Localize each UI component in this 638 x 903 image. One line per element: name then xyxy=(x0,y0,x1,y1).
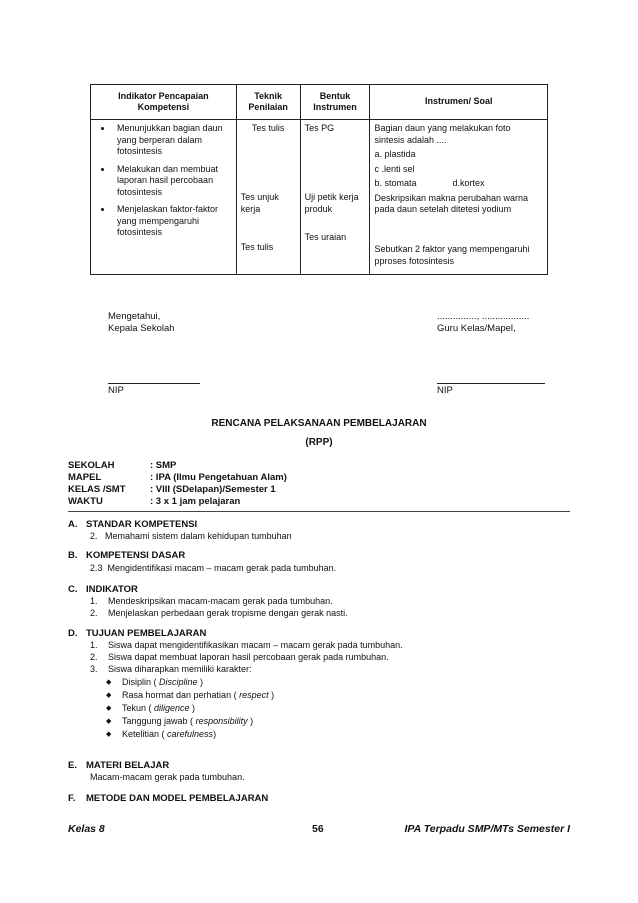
bullet-icon: ◆ xyxy=(106,705,112,712)
header-teknik: Teknik Penilaian xyxy=(236,85,300,120)
karakter-item: ◆ Disiplin ( Discipline ) xyxy=(106,677,204,687)
info-value: : IPA (Ilmu Pengetahuan Alam) xyxy=(150,472,287,483)
bullet-icon: ◆ xyxy=(106,679,112,686)
section-b-heading xyxy=(68,550,185,561)
info-label: SEKOLAH xyxy=(68,460,115,471)
teknik-cell xyxy=(236,120,300,275)
bullet-icon: ◆ xyxy=(106,731,112,738)
section-letter: B. xyxy=(68,550,78,561)
soal-question-1: Bagian daun yang melakukan foto sintesis adalah .... xyxy=(374,123,511,145)
section-title: TUJUAN PEMBELAJARAN xyxy=(86,628,207,639)
header-soal: Instrumen/ Soal xyxy=(370,85,548,120)
signature-left-nip: NIP xyxy=(108,385,124,396)
list-item xyxy=(90,664,252,674)
bentuk-cell xyxy=(300,120,370,275)
section-letter: D. xyxy=(68,628,78,639)
signature-right-nip: NIP xyxy=(437,385,453,396)
info-row-kelas xyxy=(68,484,276,495)
list-item xyxy=(90,596,333,606)
indikator-item: • Menjelaskan faktor-faktor yang mempengaruhi fotosintesis xyxy=(113,204,232,239)
footer-subject: IPA Terpadu SMP/MTs Semester I xyxy=(404,823,570,835)
karakter-item: ◆ Rasa hormat dan perhatian ( respect ) xyxy=(106,690,275,700)
karakter-item: ◆ Tanggung jawab ( responsibility ) xyxy=(106,716,254,726)
section-letter: A. xyxy=(68,519,78,530)
section-d-heading xyxy=(68,628,206,639)
info-row-waktu xyxy=(68,496,240,507)
soal-question-2: Deskripsikan makna perubahan warna pada daun setelah ditetesi yodium xyxy=(374,192,529,214)
info-value: : VIII (SDelapan)/Semester 1 xyxy=(150,484,276,495)
section-title: METODE DAN MODEL PEMBELAJARAN xyxy=(86,793,269,804)
section-a-item: 2. Memahami sistem dalam kehidupan tumbuhan xyxy=(90,531,292,541)
section-title: INDIKATOR xyxy=(86,584,138,595)
page-subtitle: (RPP) xyxy=(305,437,333,448)
item-number: 2. xyxy=(90,608,98,618)
section-e-heading xyxy=(68,760,169,771)
page-title: RENCANA PELAKSANAAN PEMBELAJARAN xyxy=(211,418,427,429)
list-item xyxy=(90,608,348,618)
item-number: 1. xyxy=(90,596,98,606)
indikator-item: • Melakukan dan membuat laporan hasil percobaan fotosintesis xyxy=(113,164,232,199)
soal-option-a: a. plastida xyxy=(374,149,416,159)
info-value: : 3 x 1 jam pelajaran xyxy=(150,496,241,507)
table-header-row xyxy=(91,85,548,120)
section-letter: E. xyxy=(68,760,77,771)
header-bentuk: Bentuk Instrumen xyxy=(300,85,370,120)
soal-option-b: b. stomata xyxy=(374,178,417,188)
signature-right-line2: Guru Kelas/Mapel, xyxy=(437,323,516,334)
item-text: Siswa dapat membuat laporan hasil percobaan gerak pada rumbuhan. xyxy=(108,652,389,662)
signature-right-line1: ..............., .................. xyxy=(437,311,530,322)
section-letter: C. xyxy=(68,584,78,595)
soal-question-3: Sebutkan 2 faktor yang mempengaruhi pproses fotosintesis xyxy=(374,244,530,266)
karakter-item: ◆ Ketelitian ( carefulness) xyxy=(106,729,217,739)
bentuk-item: Tes uraian xyxy=(304,232,347,242)
list-item xyxy=(90,640,403,650)
item-number: 2. xyxy=(90,652,98,662)
item-text: Siswa diharapkan memiliki karakter: xyxy=(108,664,252,674)
footer-class: Kelas 8 xyxy=(68,823,105,835)
info-row-sekolah xyxy=(68,460,176,471)
teknik-item: Tes unjuk kerja xyxy=(240,192,279,214)
bentuk-item: Uji petik kerja produk xyxy=(304,192,359,214)
signature-right-underline xyxy=(437,382,545,384)
info-row-mapel xyxy=(68,472,287,483)
list-item xyxy=(90,652,389,662)
teknik-item: Tes tulis xyxy=(240,242,274,252)
bentuk-item: Tes PG xyxy=(304,123,335,133)
bullet-icon: ◆ xyxy=(106,718,112,725)
page-number: 56 xyxy=(312,823,324,835)
signature-left-line1: Mengetahui, xyxy=(108,311,161,322)
item-text: Menjelaskan perbedaan gerak tropisme dengan gerak nasti. xyxy=(108,608,348,618)
soal-option-d: d.kortex xyxy=(452,178,485,188)
section-b-item: 2.3 Mengidentifikasi macam – macam gerak pada tumbuhan. xyxy=(90,563,337,573)
item-text: Siswa dapat mengidentifikasikan macam – macam gerak pada tumbuhan. xyxy=(108,640,403,650)
indikator-cell xyxy=(91,120,237,275)
signature-left-underline xyxy=(108,382,200,384)
soal-option-c: c .lenti sel xyxy=(374,163,415,174)
section-f-heading xyxy=(68,793,268,804)
item-text: Mendeskripsikan macam-macam gerak pada tumbuhan. xyxy=(108,596,333,606)
info-label: MAPEL xyxy=(68,472,102,483)
item-number: 1. xyxy=(90,640,98,650)
info-label: KELAS /SMT xyxy=(68,484,126,495)
bullet-icon: ◆ xyxy=(106,692,112,699)
soal-cell xyxy=(370,120,548,275)
header-indikator: Indikator Pencapaian Kompetensi xyxy=(91,85,237,120)
table-row xyxy=(91,120,548,275)
indikator-item: • Menunjukkan bagian daun yang berperan dalam fotosintesis xyxy=(113,123,232,158)
section-title: STANDAR KOMPETENSI xyxy=(86,519,198,530)
teknik-item: Tes tulis xyxy=(251,123,285,133)
signature-right xyxy=(437,311,529,335)
section-title: KOMPETENSI DASAR xyxy=(86,550,186,561)
section-e-item: Macam-macam gerak pada tumbuhan. xyxy=(90,772,245,782)
header-divider xyxy=(68,511,570,512)
signature-left-line2: Kepala Sekolah xyxy=(108,323,175,334)
section-letter: F. xyxy=(68,793,76,804)
karakter-item: ◆ Tekun ( diligence ) xyxy=(106,703,196,713)
info-label: WAKTU xyxy=(68,496,103,507)
section-title: MATERI BELAJAR xyxy=(86,760,170,771)
signature-left xyxy=(108,311,175,335)
info-value: : SMP xyxy=(150,460,177,471)
assessment-table xyxy=(90,84,548,275)
item-number: 3. xyxy=(90,664,98,674)
section-c-heading xyxy=(68,584,138,595)
section-a-heading xyxy=(68,519,197,530)
